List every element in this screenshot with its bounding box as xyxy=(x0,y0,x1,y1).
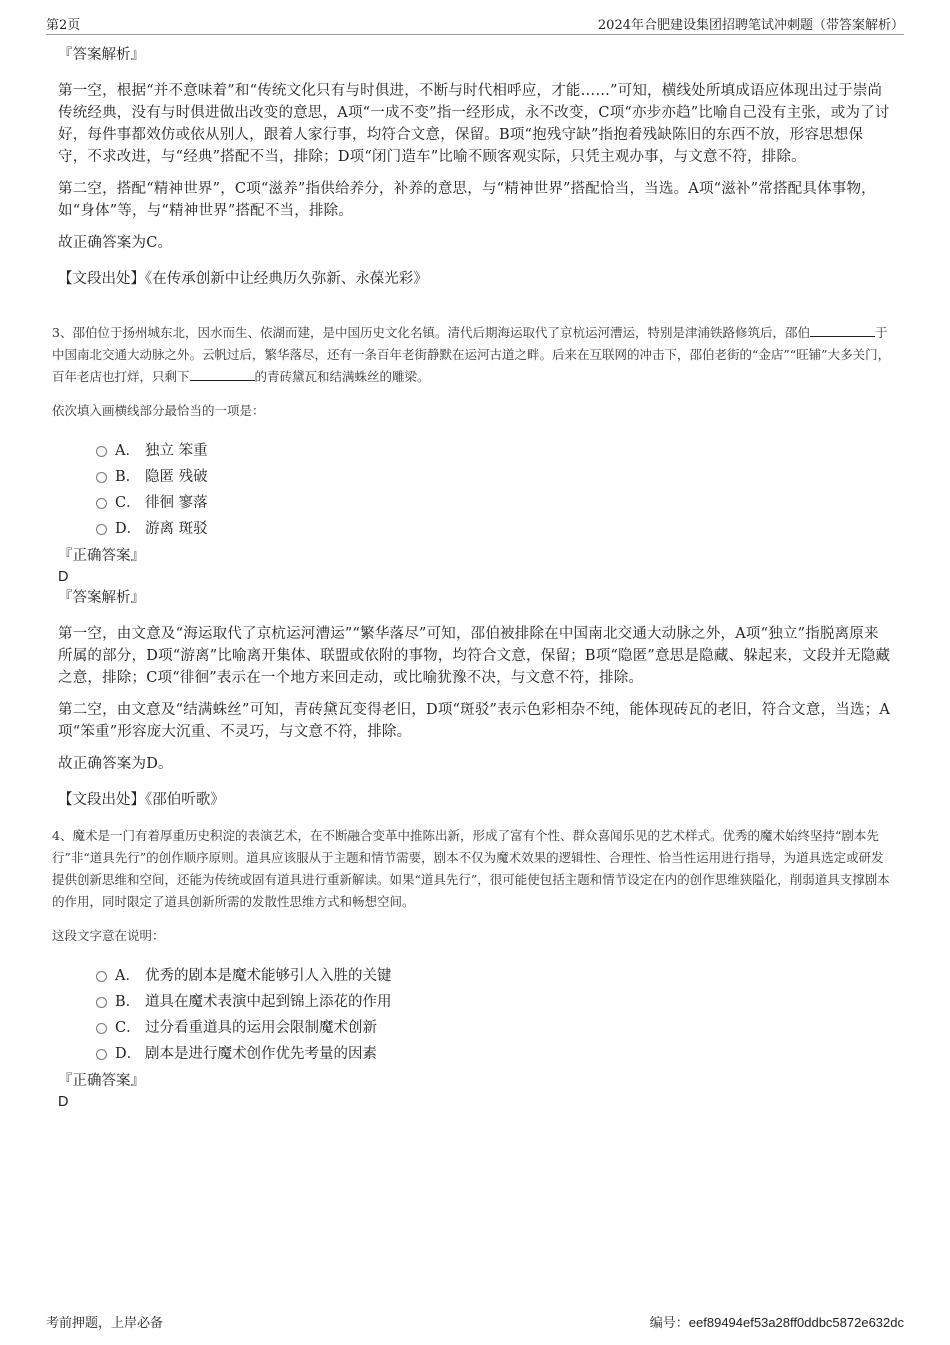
source-citation: 【文段出处】《邵伯听歌》 xyxy=(58,792,225,808)
radio-icon[interactable] xyxy=(96,1023,107,1034)
radio-icon[interactable] xyxy=(96,524,107,535)
option-d[interactable]: D． 剧本是进行魔术创作优先考量的因素 xyxy=(96,1039,892,1065)
radio-icon[interactable] xyxy=(96,446,107,457)
correct-answer-label: 『正确答案』 xyxy=(58,548,145,564)
question-prompt: 这段文字意在说明： xyxy=(52,928,165,943)
question-4-options xyxy=(96,961,892,1065)
conclusion: 故正确答案为C。 xyxy=(58,235,173,251)
fill-blank xyxy=(810,322,875,337)
analysis-label: 『答案解析』 xyxy=(58,47,145,63)
option-a[interactable]: A． 优秀的剧本是魔术能够引人入胜的关键 xyxy=(96,961,892,987)
analysis-paragraph: 第二空，由文意及“结满蛛丝”可知，青砖黛瓦变得老旧，D项“斑驳”表示色彩相杂不纯，能体现砖瓦的老旧，符合文意，当选；A项“笨重”形容庞大沉重、不灵巧，与文意不符，排除。 xyxy=(58,702,891,740)
question-3-options xyxy=(96,436,892,540)
option-b[interactable]: B． 隐匿 残破 xyxy=(96,462,892,488)
option-d[interactable]: D． 游离 斑驳 xyxy=(96,514,892,540)
option-b[interactable]: B． 道具在魔术表演中起到锦上添花的作用 xyxy=(96,987,892,1013)
correct-answer: D xyxy=(58,569,69,585)
footer-slogan: 考前押题，上岸必备 xyxy=(46,1316,164,1331)
option-c[interactable]: C． 徘徊 寥落 xyxy=(96,488,892,514)
radio-icon[interactable] xyxy=(96,997,107,1008)
analysis-paragraph: 第一空，由文意及“海运取代了京杭运河漕运”“繁华落尽”可知，邵伯被排除在中国南北交通大动脉之外，A项“独立”指脱离原来所属的部分，D项“游离”比喻离开集体、联盟或依附的事物，均符合文意，保留；B项“隐匿”意思是隐藏、躲起来，文段并无隐藏之意，排除；C项“徘徊”表示在一个地方来回走动，或比喻犹豫不决，与文意不符，排除。 xyxy=(58,626,891,686)
analysis-paragraph: 第二空，搭配“精神世界”，C项“滋养”指供给养分，补养的意思，与“精神世界”搭配恰当，当选。A项“滋补”常搭配具体事物，如“身体”等，与“精神世界”搭配不当，排除。 xyxy=(58,181,876,219)
page-number: 第2页 xyxy=(46,18,81,33)
question-3-text: 3、邵伯位于扬州城东北，因水而生、依湖而建，是中国历史文化名镇。清代后期海运取代了京杭运河漕运，特别是津浦铁路修筑后，邵伯 于中国南北交通大动脉之外。云帆过后，繁华落尽，还有一条百年老街静默在运河古道之畔。后来在互联网的冲击下，邵伯老街的“金店”“旺铺”大多关门，百年老店也打烊，只剩下 的青砖黛瓦和结满蛛丝的雕梁。 xyxy=(52,322,892,388)
radio-icon[interactable] xyxy=(96,971,107,982)
radio-icon[interactable] xyxy=(96,498,107,509)
page-footer xyxy=(46,1312,904,1331)
fill-blank xyxy=(190,366,255,381)
conclusion: 故正确答案为D。 xyxy=(58,756,173,772)
option-c[interactable]: C． 过分看重道具的运用会限制魔术创新 xyxy=(96,1013,892,1039)
document-title: 2024年合肥建设集团招聘笔试冲刺题（带答案解析） xyxy=(597,18,904,33)
question-4-text: 4、魔术是一门有着厚重历史积淀的表演艺术，在不断融合变革中推陈出新，形成了富有个性、群众喜闻乐见的艺术样式。优秀的魔术始终坚持“剧本先行”非“道具先行”的创作顺序原则。道具应该服从于主题和情节需要，剧本不仅为魔术效果的逻辑性、合理性、恰当性运用进行指导，为道具选定或研发提供创新思维和空间，还能为传统或固有道具进行重新解读。如果“道具先行”，很可能使包括主题和情节设定在内的创作思维狭隘化，削弱道具支撑剧本的作用，同时限定了道具创新所需的发散性思维方式和畅想空间。 xyxy=(52,828,890,909)
analysis-paragraph: 第一空，根据“并不意味着”和“传统文化只有与时俱进，不断与时代相呼应，才能……”可知，横线处所填成语应体现出过于崇尚传统经典，没有与时俱进做出改变的意思，A项“一成不变”指一经形成，永不改变，C项“亦步亦趋”比喻自己没有主张，或为了讨好，每件事都效仿或依从别人，跟着人家行事，均符合文意，保留。B项“抱残守缺”指抱着残缺陈旧的东西不放，形容思想保守，不求改进，与“经典”搭配不当，排除；D项“闭门造车”比喻不顾客观实际，只凭主观办事，与文意不符，排除。 xyxy=(58,83,890,165)
radio-icon[interactable] xyxy=(96,1049,107,1060)
page-content xyxy=(52,44,892,1113)
option-a[interactable]: A． 独立 笨重 xyxy=(96,436,892,462)
correct-answer-label: 『正确答案』 xyxy=(58,1073,145,1089)
document-id: 编号：eef89494ef53a28ff0ddbc5872e632dc xyxy=(649,1315,904,1330)
page-header xyxy=(46,14,904,35)
radio-icon[interactable] xyxy=(96,472,107,483)
correct-answer: D xyxy=(58,1094,69,1110)
analysis-label: 『答案解析』 xyxy=(58,590,145,606)
question-prompt: 依次填入画横线部分最恰当的一项是： xyxy=(52,403,265,418)
source-citation: 【文段出处】《在传承创新中让经典历久弥新、永葆光彩》 xyxy=(58,271,428,287)
